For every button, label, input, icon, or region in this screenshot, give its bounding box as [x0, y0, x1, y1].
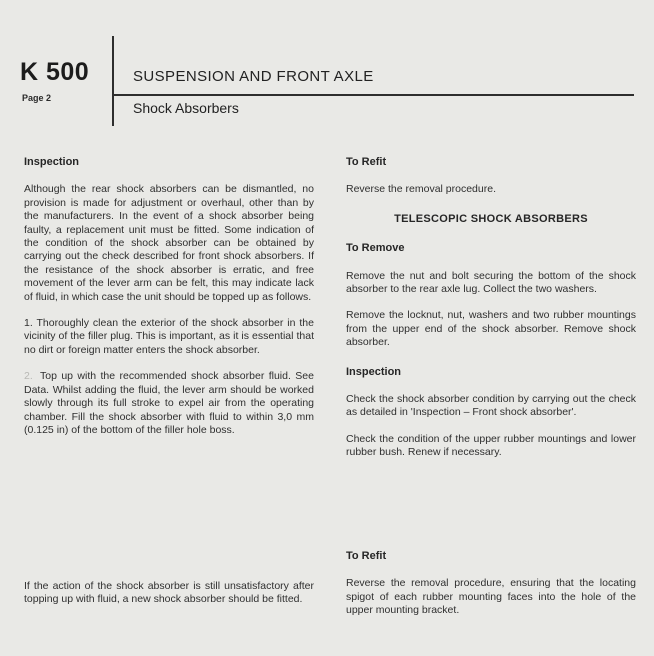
to-remove-heading: To Remove	[346, 242, 405, 255]
to-refit-text: Reverse the removal procedure.	[346, 183, 496, 196]
to-refit-text-2: Reverse the removal procedure, ensuring that the locating spigot of each rubber mounting faces into the hole of the upper mounting bracket.	[346, 577, 636, 617]
final-paragraph: If the action of the shock absorber is still unsatisfactory after topping up with fluid, a new shock absorber should be fitted.	[24, 580, 314, 606]
step-1: 1. Thoroughly clean the exterior of the shock absorber in the vicinity of the filler plug. This is important, as it is essential that no dirt or foreign matter enters the shock absorber.	[24, 317, 314, 356]
inspection-right-paragraph-1: Check the shock absorber condition by carrying out the check as detailed in 'Inspection – Front shock absorber'.	[346, 393, 636, 419]
remove-paragraph-1: Remove the nut and bolt securing the bottom of the shock absorber to the rear axle lug. Collect the two washers.	[346, 269, 636, 296]
right-column	[346, 156, 636, 473]
subsection-title: Shock Absorbers	[133, 100, 239, 116]
section-title: SUSPENSION AND FRONT AXLE	[133, 68, 374, 85]
to-refit-heading: To Refit	[346, 156, 387, 168]
model-code: K 500	[20, 58, 90, 86]
page-number: Page 2	[22, 93, 52, 103]
right-column-lower	[346, 550, 636, 631]
step-2-text: Top up with the recommended shock absorber fluid. See Data. Whilst adding the fluid, the lever arm should be worked slowly through its full stroke to expel air from the operating chamber. Fill the shock absorber with fluid to within 3,0 mm (0.125 in) of the bottom of the filler hole boss.	[24, 370, 314, 436]
left-column-upper	[24, 156, 314, 450]
to-refit-heading-2: To Refit	[346, 550, 387, 562]
inspection-paragraph: Although the rear shock absorbers can be dismantled, no provision is made for adjustment or overhaul, other than by the manufacturers. In the event of a shock absorber being faulty, a replacement unit must be fitted. Some indication of the condition of the shock absorber can be obtained by carrying out the check described for front shock absorbers. If the resistance of the shock absorber is erratic, and free movement of the lever arm can be felt, this may indicate lack of fluid, in which case the unit should be topped up as follows.	[24, 183, 314, 303]
inspection-heading-right: Inspection	[346, 365, 402, 378]
step-2-number-faded: 2.	[24, 370, 33, 383]
remove-paragraph-2: Remove the locknut, nut, washers and two rubber mountings from the upper end of the shock absorber. Remove shock absorber.	[346, 309, 636, 349]
step-2	[24, 370, 314, 437]
telescopic-heading: TELESCOPIC SHOCK ABSORBERS	[394, 212, 588, 225]
inspection-heading-left: Inspection	[24, 156, 80, 168]
horizontal-rule	[112, 94, 634, 96]
inspection-right-paragraph-2: Check the condition of the upper rubber mountings and lower rubber bush. Renew if necessary.	[346, 432, 636, 459]
left-column-lower	[24, 580, 314, 620]
vertical-rule	[112, 36, 114, 126]
